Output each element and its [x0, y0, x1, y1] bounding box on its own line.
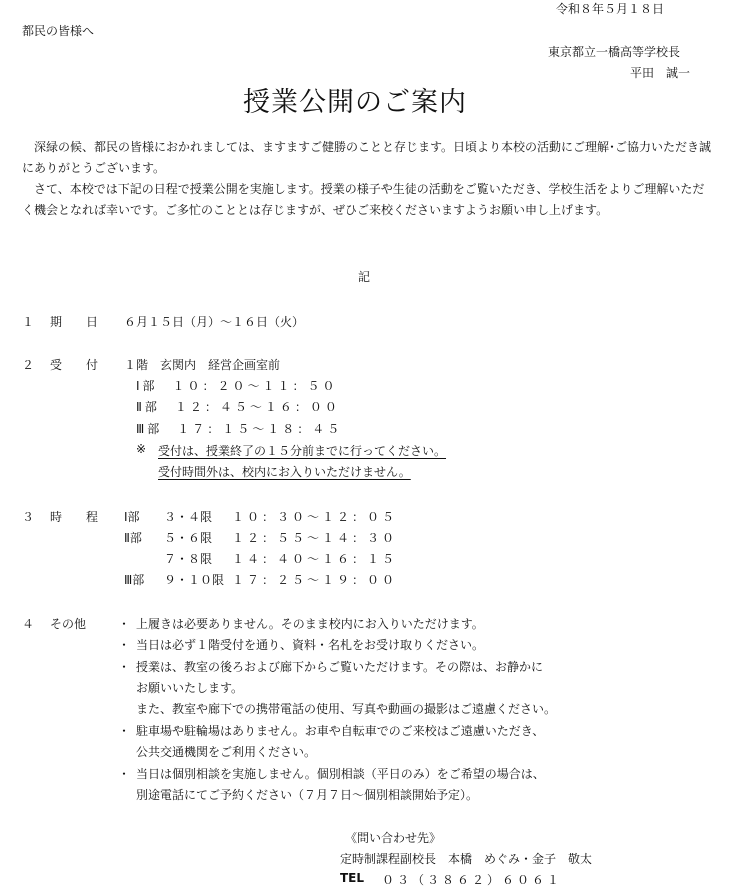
- ki-mark: 記: [358, 270, 371, 284]
- schedule-part: Ⅱ部: [124, 531, 142, 545]
- reception-location: １階 玄関内 経営企画室前: [124, 358, 281, 372]
- schedule-part: Ⅰ部: [124, 510, 140, 524]
- section-4-number: ４: [22, 617, 35, 631]
- bullet: ・: [118, 617, 131, 631]
- intro-paragraph-1: 深緑の候、都民の皆様におかれましては、ますますご健勝のことと存じます。日頃より本校の活動にご理解･ご協力いただき誠にありがとうございます。: [22, 140, 712, 175]
- reception-note-2: 受付時間外は、校内にお入りいただけません。: [158, 465, 411, 479]
- contact-tel-label: TEL: [340, 871, 365, 885]
- addressee: 都民の皆様へ: [22, 24, 95, 38]
- page-title: 授業公開のご案内: [243, 87, 467, 118]
- schedule-time: １２：５５～１４：３０: [232, 531, 398, 545]
- bullet: ・: [118, 660, 131, 674]
- section-1-label: 期 日: [50, 315, 99, 329]
- intro: [22, 137, 712, 221]
- schedule-time: １４：４０～１６：１５: [232, 552, 398, 566]
- other-item-3-line-1: 授業は、教室の後ろおよび廊下からご覧いただけます。その際は、お静かに: [136, 660, 544, 674]
- schedule-period: ５・６限: [164, 531, 213, 545]
- bullet: ・: [118, 767, 131, 781]
- sender-org: 東京都立一橋高等学校長: [548, 45, 681, 59]
- other-item-5-line-2: 別途電話にてご予約ください（７月７日～個別相談開始予定）。: [136, 788, 479, 802]
- bullet: ・: [118, 724, 131, 738]
- reception-note-1: 受付は、授業終了の１５分前までに行ってください。: [158, 444, 447, 458]
- contact-tel-number: ０３（３８６２）６０６１: [382, 873, 563, 887]
- other-item-4-line-2: 公共交通機関をご利用ください。: [136, 745, 317, 759]
- sender-name: 平田 誠一: [630, 66, 691, 80]
- date: 令和８年５月１８日: [556, 2, 665, 16]
- schedule-part: Ⅲ部: [124, 573, 145, 587]
- reception-part-2: Ⅱ部 １２：４５～１６：００: [136, 400, 340, 414]
- schedule-period: ３・４限: [164, 510, 213, 524]
- bullet: ・: [118, 638, 131, 652]
- note-mark: ※: [136, 442, 147, 456]
- section-3-label: 時 程: [50, 510, 99, 524]
- schedule-period: ７・８限: [164, 552, 213, 566]
- reception-part-1: Ⅰ部 １０：２０～１１：５０: [136, 379, 338, 393]
- section-1-number: １: [22, 315, 35, 329]
- intro-paragraph-2: さて、本校では下記の日程で授業公開を実施します。授業の様子や生徒の活動をご覧いただき、学校生活をよりご理解いただく機会となれば幸いです。ご多忙のこととは存じますが、ぜひご来校くださいますようお願い申し上げます。: [22, 182, 705, 217]
- contact-heading: 《問い合わせ先》: [345, 831, 442, 845]
- schedule-period: ９・１０限: [164, 573, 225, 587]
- section-2-number: ２: [22, 358, 35, 372]
- section-2-label: 受 付: [50, 358, 99, 372]
- contact-person: 定時制課程副校長 本橋 めぐみ・金子 敬太: [340, 852, 593, 866]
- other-item-1-line-1: 上履きは必要ありません。そのまま校内にお入りいただけます。: [136, 617, 484, 631]
- other-item-3-line-2: お願いいたします。: [136, 681, 244, 695]
- other-item-3-line-3: また、教室や廊下での携帯電話の使用、写真や動画の撮影はご遠慮ください。: [136, 702, 557, 716]
- reception-part-3: Ⅲ部 １７：１５～１８：４５: [136, 422, 343, 436]
- schedule-time: １７：２５～１９：００: [232, 573, 398, 587]
- other-item-2-line-1: 当日は必ず１階受付を通り、資料・名札をお受け取りください。: [136, 638, 485, 652]
- other-item-4-line-1: 駐車場や駐輪場はありません。お車や自転車でのご来校はご遠慮いただき、: [136, 724, 545, 738]
- section-3-number: ３: [22, 510, 35, 524]
- schedule-time: １０：３０～１２：０５: [232, 510, 398, 524]
- section-4-label: その他: [50, 617, 87, 631]
- other-item-5-line-1: 当日は個別相談を実施しません。個別相談（平日のみ）をご希望の場合は、: [136, 767, 545, 781]
- section-1-value: ６月１５日（月）～１６日（火）: [124, 315, 305, 329]
